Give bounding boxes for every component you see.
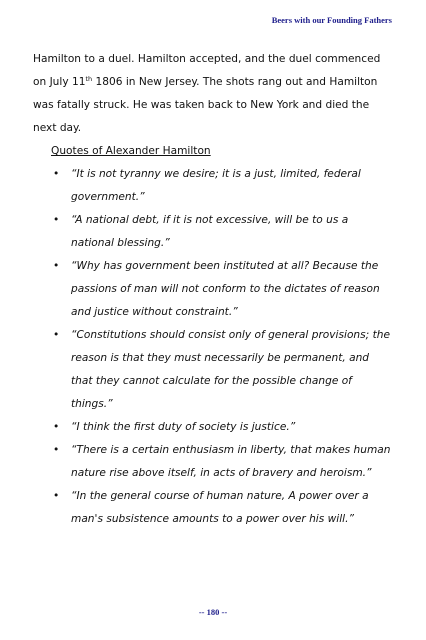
quote-item	[33, 485, 393, 531]
quote-text: “I think the first duty of society is justice.”	[71, 421, 296, 433]
quote-text: “There is a certain enthusiasm in liberty, that makes human nature rise above itself, in acts of bravery and heroism.”	[71, 444, 391, 479]
bullet-icon: •	[53, 421, 60, 433]
bullet-icon: •	[53, 444, 60, 456]
paragraph-text-part2: 1806 in New Jersey. The shots rang out and Hamilton was fatally struck. He was taken back to New York and died the next day.	[33, 76, 378, 134]
running-header: Beers with our Founding Fathers	[271, 15, 392, 25]
quote-item	[33, 416, 393, 439]
bullet-icon: •	[53, 168, 60, 180]
quote-item	[33, 209, 393, 255]
quotes-list	[33, 163, 393, 531]
bullet-icon: •	[53, 260, 60, 272]
bullet-icon: •	[53, 214, 60, 226]
quote-item	[33, 439, 393, 485]
body-text	[33, 48, 393, 531]
page-number: -- 180 --	[198, 607, 228, 617]
quote-text: “It is not tyranny we desire; it is a just, limited, federal government.”	[71, 168, 361, 203]
quote-text: “Constitutions should consist only of general provisions; the reason is that they must necessarily be permanent, and that they cannot calculate for the possible change of things.”	[71, 329, 390, 410]
quote-text: “A national debt, if it is not excessive, will be to us a national blessing.”	[71, 214, 349, 249]
bullet-icon: •	[53, 329, 60, 341]
quote-text: “In the general course of human nature, A power over a man's subsistence amounts to a power over his will.”	[71, 490, 369, 525]
ordinal-suffix: th	[85, 75, 93, 83]
quote-item	[33, 324, 393, 416]
paragraph-text-part1: Hamilton to a duel. Hamilton accepted, and the duel commenced on July 11	[33, 53, 381, 88]
quote-item	[33, 163, 393, 209]
bullet-icon: •	[53, 490, 60, 502]
section-heading: Quotes of Alexander Hamilton	[51, 145, 211, 157]
quote-text: “Why has government been instituted at all? Because the passions of man will not conform to the dictates of reason and justice without constraint.”	[71, 260, 380, 318]
quote-item	[33, 255, 393, 324]
intro-paragraph	[33, 48, 393, 140]
